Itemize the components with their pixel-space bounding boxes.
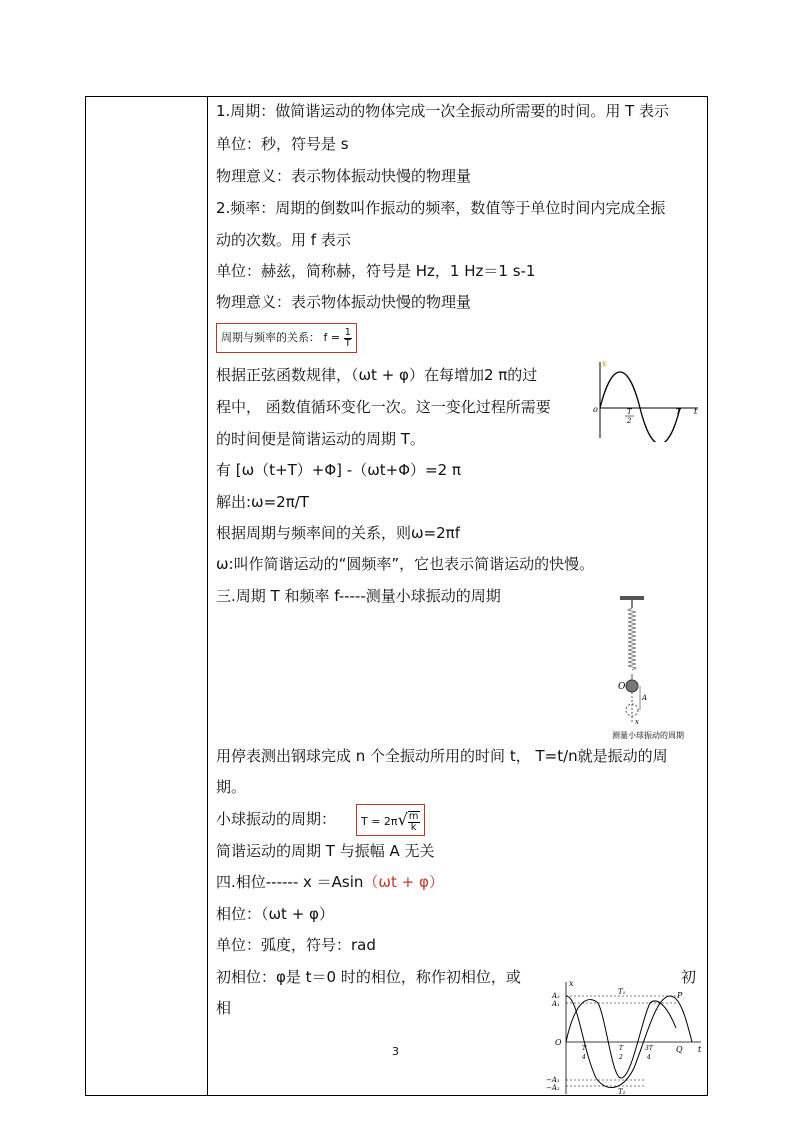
period-denominator: k	[410, 822, 417, 833]
relation-denominator: T	[344, 337, 351, 349]
frequency-definition-cont: 动的次数。用 f 表示	[216, 231, 351, 249]
initial-phase-trailing: 初	[681, 968, 697, 986]
frequency-unit: 单位：赫兹，简称赫，符号是 Hz，1 Hz＝1 s-1	[216, 262, 536, 280]
period-frequency-relation-box	[216, 323, 357, 353]
tick-T2-den: 2	[619, 1054, 623, 1061]
ball-period-label: 小球振动的周期：	[216, 810, 337, 828]
page-number: 3	[392, 1045, 399, 1058]
stopwatch-text-2: 期。	[216, 778, 247, 796]
spring-x-label: x	[635, 718, 639, 726]
spring-origin-label: O	[618, 682, 626, 692]
spring-ball-figure	[612, 592, 702, 742]
tick-T4-den: 4	[582, 1054, 586, 1061]
relation-fraction	[344, 328, 352, 349]
frequency-meaning: 物理意义：表示物体振动快慢的物理量	[216, 293, 472, 311]
ball-period-formula-box	[356, 804, 425, 836]
phase-formula-argument: （ωt + φ）	[363, 873, 444, 891]
sine-period-label: T	[676, 408, 681, 416]
sine-x-label: x	[602, 359, 607, 368]
wave-one	[566, 1000, 676, 1078]
left-column	[86, 97, 208, 1095]
phase-x-label: x	[569, 979, 574, 988]
tick-T2-num: T	[619, 1045, 624, 1052]
initial-phase-cont: 相	[216, 999, 232, 1017]
period-formula-lhs: T = 2π	[361, 815, 398, 828]
omega-frequency-relation: 根据周期与频率间的关系，则ω=2πf	[216, 524, 460, 542]
relation-numerator: 1	[344, 326, 351, 338]
phase-equation: 有 [ω（t+T）+Φ] -（ωt+Φ）=2 π	[216, 461, 461, 479]
phase-comparison-graph	[546, 978, 706, 1096]
sine-origin-label: o	[593, 405, 598, 414]
sine-half-den: 2	[627, 417, 632, 425]
sine-rule-text-2: 程中， 函数值循环变化一次。这一变化过程所需要	[216, 398, 551, 416]
label-T1: T₁	[618, 988, 626, 996]
stopwatch-text: 用停表测出钢球完成 n 个全振动所用的时间 t， T=t/n就是振动的周	[216, 747, 668, 765]
label-neg-A2: −A₂	[546, 1084, 560, 1092]
spring-caption: 测量小球振动的周期	[612, 731, 684, 740]
period-independent-amplitude: 简谐运动的周期 T 与振幅 A 无关	[216, 842, 435, 860]
steel-ball	[626, 680, 638, 692]
spring-mount	[620, 596, 644, 600]
phase-origin-label: O	[555, 1038, 562, 1047]
label-A1: A₁	[552, 1000, 560, 1008]
sine-rule-text-3: 的时间便是简谐运动的周期 T。	[216, 430, 425, 448]
tick-T4-num: T	[582, 1045, 587, 1052]
label-Q: Q	[676, 1045, 683, 1054]
relation-lhs: f =	[323, 331, 341, 344]
frequency-definition: 2.频率：周期的倒数叫作振动的频率，数值等于单位时间内完成全振	[216, 199, 666, 217]
label-P: P	[677, 991, 683, 1000]
angular-frequency-definition: ω:叫作简谐运动的“圆频率”，它也表示简谐运动的快慢。	[216, 555, 595, 573]
spring-coil	[628, 608, 636, 670]
sine-half-num: T	[627, 408, 632, 416]
phase-unit: 单位：弧度，符号：rad	[216, 936, 376, 954]
sine-rule-text: 根据正弦函数规律，（ωt + φ）在每增加2 π的过	[216, 366, 538, 384]
relation-label: 周期与频率的关系：	[221, 331, 320, 344]
section-three-heading: 三.周期 T 和频率 f-----测量小球振动的周期	[216, 587, 501, 605]
phase-definition: 相位：（ωt + φ）	[216, 905, 334, 923]
initial-phase-definition: 初相位：φ是 t＝0 时的相位，称作初相位，或	[216, 968, 521, 986]
period-meaning: 物理意义：表示物体振动快慢的物理量	[216, 167, 472, 185]
phase-t-label: t	[698, 1045, 702, 1054]
sqrt-icon: √	[397, 810, 408, 829]
label-A2: A₂	[552, 992, 560, 1000]
label-neg-A1: −A₁	[546, 1076, 560, 1084]
phase-formula-prefix: 四.相位------ x ＝Asin	[216, 873, 364, 891]
section-four-heading	[216, 872, 444, 892]
sine-wave-graph	[590, 356, 702, 442]
period-unit: 单位：秒，符号是 s	[216, 135, 349, 153]
period-definition: 1.周期：做简谐运动的物体完成一次全振动所需要的时间。用 T 表示	[216, 102, 670, 120]
period-numerator: m	[408, 811, 419, 822]
tick-3T4-num: 3T	[645, 1045, 653, 1052]
period-fraction	[408, 811, 420, 833]
spring-amplitude-label: A	[642, 694, 648, 702]
omega-solution: 解出:ω=2π/T	[216, 493, 309, 511]
sine-curve	[600, 372, 680, 442]
label-T2: T₂	[618, 1088, 626, 1096]
tick-3T4-den: 4	[647, 1054, 651, 1061]
sine-t-label: t	[694, 407, 698, 416]
